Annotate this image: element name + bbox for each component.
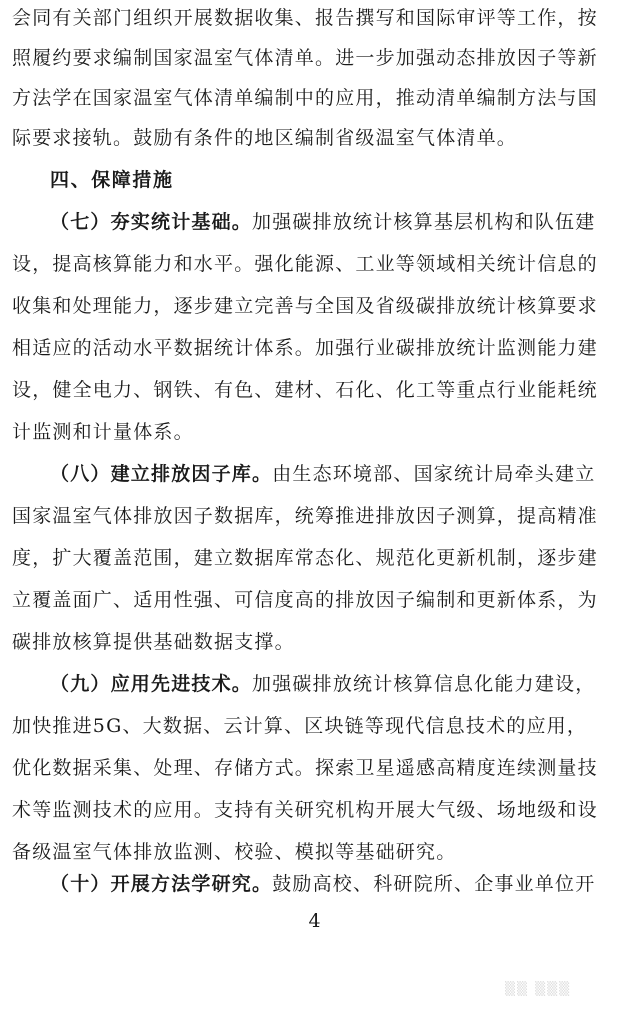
text-line: 优化数据采集、处理、存储方式。探索卫星遥感高精度连续测量技 (12, 757, 598, 779)
text-line: 设，提高核算能力和水平。强化能源、工业等领域相关统计信息的 (12, 253, 598, 275)
paragraph-9-title: （九）应用先进技术。 (50, 673, 253, 695)
paragraph-10-title: （十）开展方法学研究。 (50, 873, 273, 895)
text-line: 由生态环境部、国家统计局牵头建立 (272, 463, 596, 485)
watermark: ▒▒ ▒▒▒ (505, 982, 572, 997)
paragraph-8-title: （八）建立排放因子库。 (50, 463, 273, 485)
text-line: 收集和处理能力，逐步建立完善与全国及省级碳排放统计核算要求 (12, 295, 598, 317)
text-line: 立覆盖面广、适用性强、可信度高的排放因子编制和更新体系，为 (12, 589, 598, 611)
page-number: 4 (308, 910, 321, 932)
paragraph-10-first-line (50, 872, 616, 896)
text-line: 计监测和计量体系。 (12, 421, 194, 443)
section-heading: 四、保障措施 (50, 169, 174, 191)
text-line: 碳排放核算提供基础数据支撑。 (12, 631, 295, 653)
text-line: 国家温室气体排放因子数据库，统筹推进排放因子测算，提高精准 (12, 505, 598, 527)
text-line: 照履约要求编制国家温室气体清单。进一步加强动态排放因子等新 (12, 47, 598, 69)
paragraph-7-title: （七）夯实统计基础。 (50, 211, 253, 233)
paragraph-9-first-line (50, 672, 616, 696)
text-line: 度，扩大覆盖范围，建立数据库常态化、规范化更新机制，逐步建 (12, 547, 598, 569)
text-line: 会同有关部门组织开展数据收集、报告撰写和国际审评等工作，按 (12, 7, 598, 29)
text-line: 际要求接轨。鼓励有条件的地区编制省级温室气体清单。 (12, 127, 518, 149)
text-line: 加强碳排放统计核算基层机构和队伍建 (252, 211, 596, 233)
text-line: 鼓励高校、科研院所、企事业单位开 (272, 873, 596, 895)
text-line: 术等监测技术的应用。支持有关研究机构开展大气级、场地级和设 (12, 799, 598, 821)
paragraph-8-first-line (50, 462, 616, 486)
text-line: 备级温室气体排放监测、校验、模拟等基础研究。 (12, 841, 457, 863)
text-line: 相适应的活动水平数据统计体系。加强行业碳排放统计监测能力建 (12, 337, 598, 359)
text-line: 加快推进5G、大数据、云计算、区块链等现代信息技术的应用， (12, 715, 588, 737)
text-line: 方法学在国家温室气体清单编制中的应用，推动清单编制方法与国 (12, 87, 598, 109)
paragraph-7-first-line (50, 210, 616, 234)
text-line: 加强碳排放统计核算信息化能力建设， (252, 673, 596, 695)
text-line: 设，健全电力、钢铁、有色、建材、石化、化工等重点行业能耗统 (12, 379, 598, 401)
